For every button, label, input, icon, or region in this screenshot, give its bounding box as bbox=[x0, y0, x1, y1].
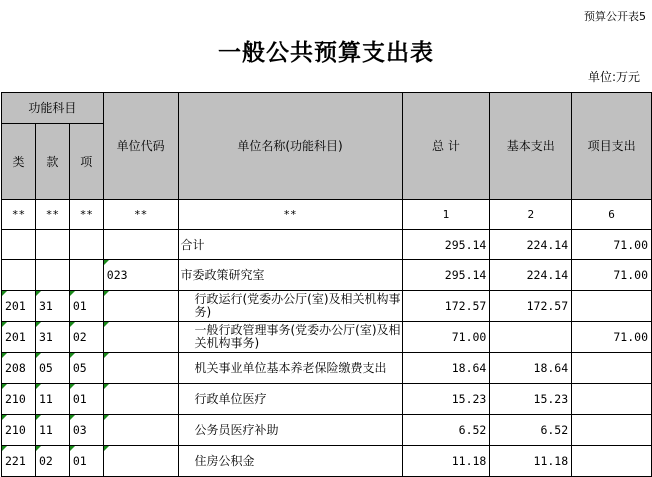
cell-code bbox=[103, 415, 178, 446]
cell-kuan: 11 bbox=[35, 384, 69, 415]
cell-project: 71.00 bbox=[572, 230, 652, 260]
cell-total: 18.64 bbox=[402, 353, 490, 384]
cell-kuan: 31 bbox=[35, 291, 69, 322]
cell-project: 71.00 bbox=[572, 260, 652, 291]
cell-kuan bbox=[35, 260, 69, 291]
cell-lei bbox=[2, 260, 36, 291]
header-function-subject: 功能科目 bbox=[2, 93, 104, 124]
cell-xiang bbox=[69, 230, 103, 260]
cell-project bbox=[572, 415, 652, 446]
table-row bbox=[2, 322, 652, 353]
cell-name: 公务员医疗补助 bbox=[178, 415, 402, 446]
cell-kuan: 11 bbox=[35, 415, 69, 446]
cell-total: 6.52 bbox=[402, 415, 490, 446]
cell-xiang: 05 bbox=[69, 353, 103, 384]
table-row bbox=[2, 260, 652, 291]
marker-cell: ** bbox=[2, 200, 36, 230]
cell-code bbox=[103, 353, 178, 384]
table-number-note: 预算公开表5 bbox=[584, 10, 646, 23]
header-project-expense: 项目支出 bbox=[572, 93, 652, 200]
header-xiang: 项 bbox=[69, 124, 103, 200]
cell-xiang: 02 bbox=[69, 322, 103, 353]
cell-total: 15.23 bbox=[402, 384, 490, 415]
cell-total: 295.14 bbox=[402, 230, 490, 260]
marker-cell: 2 bbox=[490, 200, 572, 230]
cell-kuan: 05 bbox=[35, 353, 69, 384]
table-row bbox=[2, 230, 652, 260]
cell-basic: 18.64 bbox=[490, 353, 572, 384]
cell-kuan: 31 bbox=[35, 322, 69, 353]
cell-name: 一般行政管理事务(党委办公厅(室)及相关机构事务) bbox=[178, 322, 402, 353]
cell-code bbox=[103, 384, 178, 415]
cell-name: 市委政策研究室 bbox=[178, 260, 402, 291]
cell-kuan: 02 bbox=[35, 446, 69, 477]
marker-row bbox=[2, 200, 652, 230]
budget-table bbox=[1, 92, 652, 477]
cell-basic: 11.18 bbox=[490, 446, 572, 477]
cell-code bbox=[103, 446, 178, 477]
cell-xiang: 01 bbox=[69, 291, 103, 322]
header-unit-code: 单位代码 bbox=[103, 93, 178, 200]
unit-label: 单位:万元 bbox=[587, 70, 640, 84]
cell-name: 机关事业单位基本养老保险缴费支出 bbox=[178, 353, 402, 384]
table-row bbox=[2, 353, 652, 384]
table-row bbox=[2, 415, 652, 446]
cell-lei: 221 bbox=[2, 446, 36, 477]
cell-total: 295.14 bbox=[402, 260, 490, 291]
cell-name: 行政运行(党委办公厅(室)及相关机构事务) bbox=[178, 291, 402, 322]
marker-cell: 1 bbox=[402, 200, 490, 230]
cell-code bbox=[103, 322, 178, 353]
cell-name: 行政单位医疗 bbox=[178, 384, 402, 415]
cell-lei: 210 bbox=[2, 384, 36, 415]
table-row bbox=[2, 384, 652, 415]
cell-name: 合计 bbox=[178, 230, 402, 260]
cell-basic bbox=[490, 322, 572, 353]
cell-code: 023 bbox=[103, 260, 178, 291]
cell-lei: 201 bbox=[2, 322, 36, 353]
cell-basic: 6.52 bbox=[490, 415, 572, 446]
table-row bbox=[2, 291, 652, 322]
header-kuan: 款 bbox=[35, 124, 69, 200]
cell-xiang bbox=[69, 260, 103, 291]
table-row bbox=[2, 446, 652, 477]
header-total: 总 计 bbox=[402, 93, 490, 200]
cell-lei bbox=[2, 230, 36, 260]
page-title: 一般公共预算支出表 bbox=[218, 39, 434, 66]
cell-project bbox=[572, 291, 652, 322]
cell-code bbox=[103, 230, 178, 260]
cell-total: 11.18 bbox=[402, 446, 490, 477]
cell-total: 71.00 bbox=[402, 322, 490, 353]
header-lei: 类 bbox=[2, 124, 36, 200]
cell-basic: 224.14 bbox=[490, 230, 572, 260]
cell-project: 71.00 bbox=[572, 322, 652, 353]
cell-basic: 15.23 bbox=[490, 384, 572, 415]
marker-cell: 6 bbox=[572, 200, 652, 230]
cell-project bbox=[572, 384, 652, 415]
cell-project bbox=[572, 446, 652, 477]
cell-code bbox=[103, 291, 178, 322]
cell-kuan bbox=[35, 230, 69, 260]
marker-cell: ** bbox=[69, 200, 103, 230]
cell-name: 住房公积金 bbox=[178, 446, 402, 477]
cell-basic: 172.57 bbox=[490, 291, 572, 322]
cell-lei: 210 bbox=[2, 415, 36, 446]
marker-cell: ** bbox=[103, 200, 178, 230]
marker-cell: ** bbox=[178, 200, 402, 230]
cell-lei: 201 bbox=[2, 291, 36, 322]
cell-xiang: 01 bbox=[69, 384, 103, 415]
cell-total: 172.57 bbox=[402, 291, 490, 322]
header-basic-expense: 基本支出 bbox=[490, 93, 572, 200]
marker-cell: ** bbox=[35, 200, 69, 230]
cell-project bbox=[572, 353, 652, 384]
cell-xiang: 01 bbox=[69, 446, 103, 477]
cell-xiang: 03 bbox=[69, 415, 103, 446]
header-unit-name: 单位名称(功能科目) bbox=[178, 93, 402, 200]
cell-basic: 224.14 bbox=[490, 260, 572, 291]
cell-lei: 208 bbox=[2, 353, 36, 384]
